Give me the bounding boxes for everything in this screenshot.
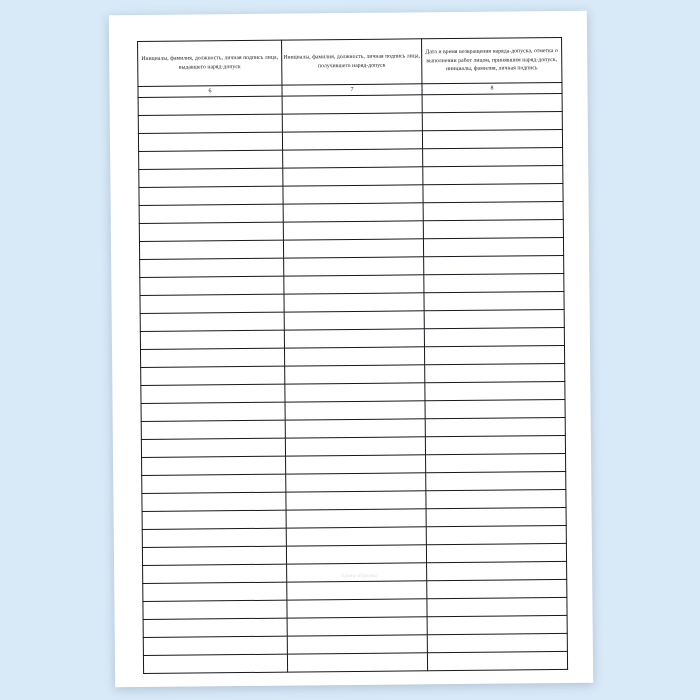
table-cell-empty [141,402,285,421]
table-cell-empty [286,473,426,492]
table-cell-empty [422,111,562,130]
table-cell-empty [283,239,423,258]
table-cell-empty [284,293,424,312]
table-cell-empty [140,330,284,349]
table-cell-empty [424,327,564,346]
table-cell-empty [427,579,567,598]
table-cell-empty [142,528,286,547]
table-cell-empty [287,617,427,636]
table-cell-empty [142,456,286,475]
table-cell-empty [426,525,566,544]
table-cell-empty [425,399,565,418]
table-cell-empty [142,492,286,511]
table-cell-empty [283,167,423,186]
column-number-8: 8 [422,82,562,94]
table-cell-empty [284,329,424,348]
table-header-row [138,37,562,86]
table-cell-empty [424,291,564,310]
table-cell-empty [423,201,563,220]
table-row [143,651,567,673]
table-cell-empty [139,204,283,223]
table-container [137,37,567,674]
table-cell-empty [286,545,426,564]
table-cell-empty [426,489,566,508]
table-cell-empty [425,363,565,382]
table-cell-empty [141,420,285,439]
table-cell-empty [427,633,567,652]
table-cell-empty [143,618,287,637]
table-cell-empty [427,597,567,616]
table-cell-empty [139,150,283,169]
table-cell-empty [143,654,287,673]
table-cell-empty [286,455,426,474]
table-cell-empty [287,563,427,582]
table-cell-empty [285,401,425,420]
column-header-7: Инициалы, фамилия, должность, личная подпись лица, получившего наряд-допуск [282,39,422,85]
table-cell-empty [426,453,566,472]
table-cell-empty [286,509,426,528]
table-cell-empty [282,95,422,114]
table-cell-empty [285,383,425,402]
table-cell-empty [427,615,567,634]
watermark-text: бланк-образец [341,573,378,580]
table-cell-empty [425,435,565,454]
table-cell-empty [424,273,564,292]
table-cell-empty [282,131,422,150]
table-cell-empty [141,366,285,385]
table-cell-empty [285,437,425,456]
table-cell-empty [424,255,564,274]
table-cell-empty [284,347,424,366]
table-cell-empty [139,168,283,187]
table-cell-empty [286,527,426,546]
table-cell-empty [143,564,287,583]
table-cell-empty [422,129,562,148]
table-cell-empty [140,294,284,313]
table-cell-empty [142,474,286,493]
table-cell-empty [287,635,427,654]
table-cell-empty [424,309,564,328]
table-cell-empty [140,276,284,295]
table-cell-empty [139,222,283,241]
table-body [138,93,568,673]
table-cell-empty [140,348,284,367]
table-cell-empty [143,600,287,619]
table-cell-empty [426,543,566,562]
column-number-7: 7 [282,84,422,96]
table-cell-empty [140,312,284,331]
table-cell-empty [138,114,282,133]
table-cell-empty [283,149,423,168]
table-cell-empty [427,561,567,580]
naryad-dopusk-table [137,37,568,674]
table-cell-empty [143,582,287,601]
table-cell-empty [285,419,425,438]
table-cell-empty [138,132,282,151]
table-cell-empty [287,599,427,618]
table-cell-empty [140,258,284,277]
table-cell-empty [423,147,563,166]
table-cell-empty [425,381,565,400]
table-cell-empty [142,510,286,529]
table-cell-empty [283,185,423,204]
table-cell-empty [284,311,424,330]
table-cell-empty [139,186,283,205]
table-cell-empty [425,417,565,436]
document-sheet [109,11,593,688]
table-cell-empty [423,183,563,202]
table-cell-empty [426,471,566,490]
table-cell-empty [138,96,282,115]
table-cell-empty [286,491,426,510]
table-cell-empty [287,581,427,600]
table-cell-empty [141,438,285,457]
table-cell-empty [423,237,563,256]
column-header-8: Дата и время возвращения наряда-допуска, отметка о выполнении работ лицом, принявшим наряд-допуск, инициалы, фамилия, личная подпись [422,37,562,83]
table-cell-empty [423,219,563,238]
table-cell-empty [143,636,287,655]
table-cell-empty [139,240,283,259]
table-cell-empty [422,93,562,112]
table-cell-empty [142,546,286,565]
table-cell-empty [284,275,424,294]
table-cell-empty [427,651,567,670]
table-cell-empty [287,653,427,672]
column-number-6: 6 [138,85,282,97]
table-cell-empty [285,365,425,384]
column-header-6: Инициалы, фамилия, должность, личная подпись лица, выдавшего наряд-допуск [138,40,282,86]
table-cell-empty [424,345,564,364]
table-cell-empty [423,165,563,184]
table-cell-empty [283,203,423,222]
table-cell-empty [426,507,566,526]
table-cell-empty [282,113,422,132]
table-cell-empty [141,384,285,403]
table-cell-empty [283,221,423,240]
table-cell-empty [284,257,424,276]
